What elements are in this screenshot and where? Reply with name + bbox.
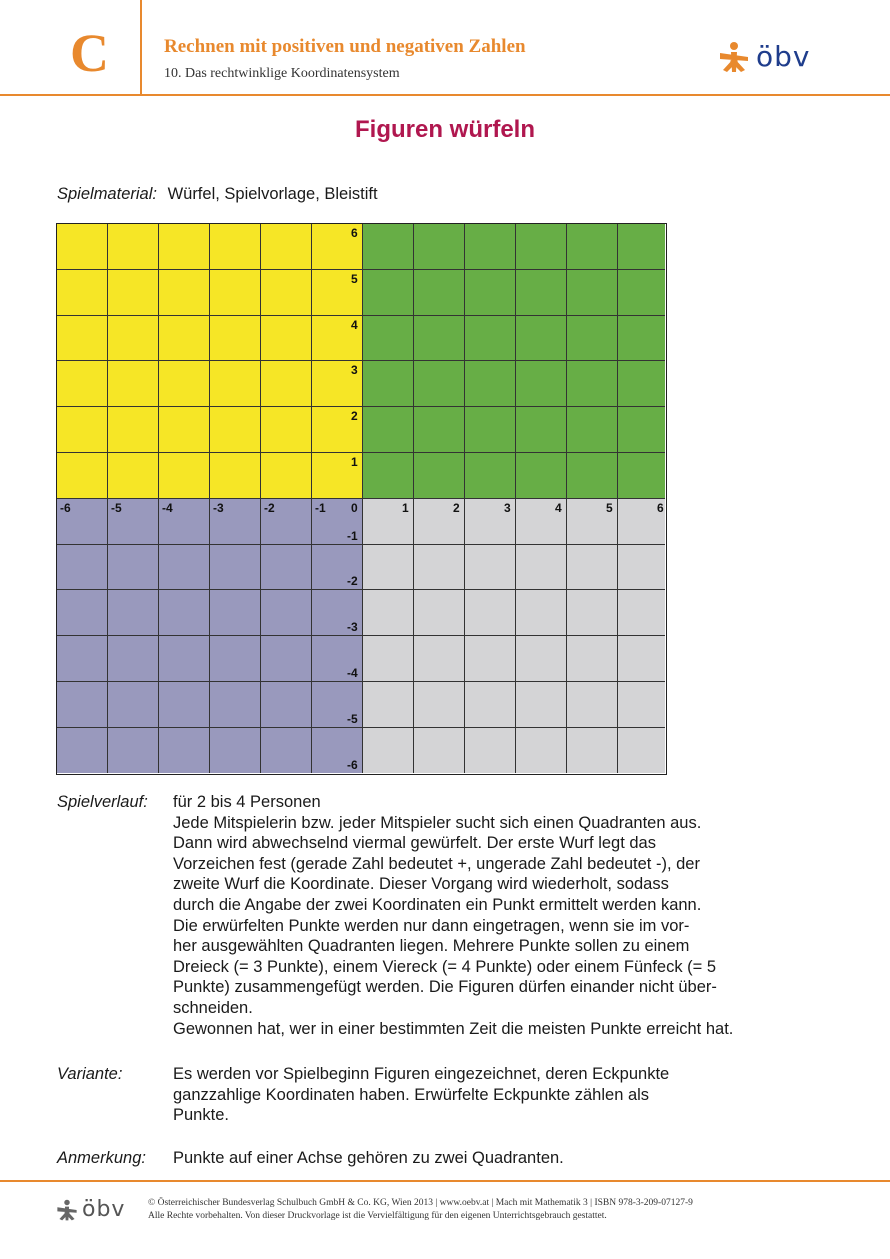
grid-cell xyxy=(159,728,210,773)
spielverlauf-line: her ausgewählten Quadranten liegen. Mehrere Punkte sollen zu einem xyxy=(173,937,690,956)
y-axis-label: 6 xyxy=(351,226,358,240)
grid-cell xyxy=(108,270,159,316)
grid-cell xyxy=(414,453,465,499)
grid-cell xyxy=(618,316,665,362)
grid-cell xyxy=(567,407,618,453)
anmerkung-label-row xyxy=(57,1148,146,1169)
x-axis-label: 5 xyxy=(606,500,613,515)
y-axis-label: 5 xyxy=(351,271,358,286)
spielverlauf-line: Die erwürfelten Punkte werden nur dann eingetragen, wenn sie im vor- xyxy=(173,916,690,935)
grid-cell xyxy=(363,545,414,591)
grid-cell xyxy=(465,270,516,316)
grid-cell xyxy=(363,728,414,773)
grid-cell xyxy=(414,636,465,682)
grid-cell xyxy=(261,224,312,270)
grid-cell xyxy=(465,590,516,636)
header-subtitle: 10. Das rechtwinklige Koordinatensystem xyxy=(164,66,400,81)
x-axis-label: -2 xyxy=(264,500,275,515)
grid-cell xyxy=(414,545,465,591)
spielverlauf-line: Dann wird abwechselnd viermal gewürfelt. Der erste Wurf legt das xyxy=(173,834,656,853)
grid-cell xyxy=(465,361,516,407)
grid-cell xyxy=(618,224,665,270)
material-label: Spielmaterial: xyxy=(57,185,157,203)
grid-cell xyxy=(363,270,414,316)
grid-cell xyxy=(516,590,567,636)
grid-cell xyxy=(108,590,159,636)
grid-cell xyxy=(108,316,159,362)
y-axis-label: -4 xyxy=(347,666,358,680)
grid-cell xyxy=(210,407,261,453)
y-axis-label: -2 xyxy=(347,574,358,589)
grid-cell xyxy=(414,316,465,362)
grid-cell xyxy=(159,545,210,591)
anmerkung-label: Anmerkung: xyxy=(57,1149,146,1167)
grid-cell xyxy=(108,453,159,499)
grid-cell xyxy=(159,270,210,316)
grid-cell xyxy=(618,545,665,591)
grid-cell xyxy=(567,636,618,682)
y-axis-label: -6 xyxy=(347,757,358,772)
footer-rule xyxy=(0,1180,890,1182)
header-rule xyxy=(0,94,890,96)
grid-cell xyxy=(57,407,108,453)
grid-cell xyxy=(567,682,618,728)
grid-cell xyxy=(516,270,567,316)
grid-cell xyxy=(210,361,261,407)
grid-cell xyxy=(261,316,312,362)
grid-cell xyxy=(159,224,210,270)
x-axis-label: -4 xyxy=(162,500,173,515)
grid-cell xyxy=(567,361,618,407)
grid-cell xyxy=(57,636,108,682)
grid-cell xyxy=(159,636,210,682)
star-figure-icon xyxy=(56,1199,78,1221)
grid-cell xyxy=(567,316,618,362)
x-axis-label: 6 xyxy=(657,500,664,515)
footer-copyright: © Österreichischer Bundesverlag Schulbuch GmbH & Co. KG, Wien 2013 | www.oebv.at | Mach mit Mathematik 3 | ISBN 978-3-209-07127-9 xyxy=(148,1198,693,1208)
grid-cell xyxy=(261,361,312,407)
grid-cell xyxy=(465,453,516,499)
spielverlauf-line: zweite Wurf die Koordinate. Dieser Vorgang wird wiederholt, sodass xyxy=(173,875,669,894)
grid-cell xyxy=(159,590,210,636)
grid-cell xyxy=(261,270,312,316)
logo-text: öbv xyxy=(756,40,811,73)
grid-cell xyxy=(108,407,159,453)
y-axis-label: -3 xyxy=(347,620,358,635)
material-row xyxy=(57,184,378,205)
grid-cell xyxy=(567,545,618,591)
spielverlauf-label: Spielverlauf: xyxy=(57,793,148,811)
variante-line: Punkte. xyxy=(173,1106,229,1125)
star-figure-icon xyxy=(718,41,750,73)
grid-cell xyxy=(363,407,414,453)
grid-cell xyxy=(516,361,567,407)
grid-cell xyxy=(567,224,618,270)
grid-cell xyxy=(261,453,312,499)
grid-cell xyxy=(108,682,159,728)
grid-cell xyxy=(516,728,567,773)
x-axis-label: 3 xyxy=(504,500,511,515)
footer-rights: Alle Rechte vorbehalten. Von dieser Druckvorlage ist die Vervielfältigung für den eigenen Unterrichtsgebrauch gestattet. xyxy=(148,1211,607,1221)
footer-logo-text: öbv xyxy=(82,1197,126,1222)
grid-cell xyxy=(363,224,414,270)
x-axis-label: -1 xyxy=(315,500,326,515)
variante-label: Variante: xyxy=(57,1065,123,1083)
grid-cell xyxy=(159,453,210,499)
grid-cell xyxy=(261,407,312,453)
grid-cell xyxy=(618,682,665,728)
x-axis-label: 4 xyxy=(555,500,562,515)
grid-cell xyxy=(210,316,261,362)
spielverlauf-label-row xyxy=(57,792,148,813)
grid-cell xyxy=(57,682,108,728)
header-divider xyxy=(140,0,142,95)
grid-cell xyxy=(159,407,210,453)
grid-cell xyxy=(57,270,108,316)
grid-cell xyxy=(567,270,618,316)
x-axis-label: 2 xyxy=(453,500,460,515)
grid-cell xyxy=(261,728,312,773)
grid-cell xyxy=(210,590,261,636)
spielverlauf-line: Jede Mitspielerin bzw. jeder Mitspieler sucht sich einen Quadranten aus. xyxy=(173,813,702,832)
grid-cell xyxy=(210,545,261,591)
grid-cell xyxy=(465,545,516,591)
grid-cell xyxy=(414,270,465,316)
grid-cell xyxy=(261,545,312,591)
grid-cell xyxy=(159,682,210,728)
grid-cell xyxy=(363,316,414,362)
grid-cell xyxy=(57,590,108,636)
grid-cell xyxy=(57,453,108,499)
grid-cell xyxy=(261,590,312,636)
grid-cell xyxy=(363,682,414,728)
grid-cell xyxy=(159,316,210,362)
chapter-letter: C xyxy=(70,23,109,83)
spielverlauf-line: durch die Angabe der zwei Koordinaten ein Punkt ermittelt werden kann. xyxy=(173,895,702,914)
grid-cell xyxy=(465,636,516,682)
grid-cell xyxy=(516,682,567,728)
variante-line: Es werden vor Spielbeginn Figuren eingezeichnet, deren Eckpunkte xyxy=(173,1065,670,1083)
grid-cell xyxy=(57,728,108,773)
y-axis-label: 3 xyxy=(351,363,358,378)
x-axis-label: -5 xyxy=(111,500,122,515)
grid-cell xyxy=(465,224,516,270)
grid-cell xyxy=(108,224,159,270)
grid-cell xyxy=(57,545,108,591)
page-title: Figuren würfeln xyxy=(355,116,535,143)
spielverlauf-line: Dreieck (= 3 Punkte), einem Viereck (= 4 Punkte) oder einem Fünfeck (= 5 xyxy=(173,957,717,976)
grid-cell xyxy=(414,407,465,453)
grid-cell xyxy=(516,453,567,499)
grid-cell xyxy=(57,316,108,362)
y-axis-label: 1 xyxy=(351,455,358,469)
grid-cell xyxy=(363,361,414,407)
spielverlauf-text xyxy=(173,792,773,1039)
header-title: Rechnen mit positiven und negativen Zahlen xyxy=(164,36,526,57)
grid-cell xyxy=(363,636,414,682)
grid-cell xyxy=(414,224,465,270)
anmerkung-text: Punkte auf einer Achse gehören zu zwei Quadranten. xyxy=(173,1149,564,1167)
spielverlauf-line: Gewonnen hat, wer in einer bestimmten Zeit die meisten Punkte erreicht hat. xyxy=(173,1019,734,1038)
grid-cell xyxy=(159,361,210,407)
grid-cell xyxy=(108,728,159,773)
x-axis-label: 1 xyxy=(402,500,409,515)
grid-cell xyxy=(108,361,159,407)
material-text: Würfel, Spielvorlage, Bleistift xyxy=(167,185,378,203)
x-axis-label: -3 xyxy=(213,500,224,515)
grid-cell xyxy=(414,682,465,728)
y-axis-label: 4 xyxy=(351,317,358,332)
grid-cell xyxy=(414,728,465,773)
variante-label-row xyxy=(57,1064,122,1085)
grid-cell xyxy=(210,224,261,270)
grid-cell xyxy=(567,728,618,773)
x-axis-label: 0 xyxy=(351,500,358,515)
spielverlauf-line: schneiden. xyxy=(173,998,253,1017)
grid-cell xyxy=(210,728,261,773)
grid-cell xyxy=(210,453,261,499)
y-axis-label: -5 xyxy=(347,711,358,726)
grid-cell xyxy=(414,361,465,407)
grid-cell xyxy=(516,224,567,270)
grid-cell xyxy=(363,453,414,499)
x-axis-label: -6 xyxy=(60,500,71,515)
grid-cell xyxy=(465,316,516,362)
grid-cell xyxy=(57,361,108,407)
grid-cell xyxy=(618,453,665,499)
grid-cell xyxy=(618,590,665,636)
grid-cell xyxy=(618,361,665,407)
coordinate-grid xyxy=(56,223,667,775)
grid-cell xyxy=(465,682,516,728)
grid-cell xyxy=(465,728,516,773)
spielverlauf-line: Vorzeichen fest (gerade Zahl bedeutet +, ungerade Zahl bedeutet -), der xyxy=(173,854,700,873)
footer-logo xyxy=(56,1197,125,1222)
spielverlauf-line: Punkte) zusammengefügt werden. Die Figuren dürfen einander nicht über- xyxy=(173,978,717,997)
grid-cell xyxy=(618,728,665,773)
grid-cell xyxy=(516,407,567,453)
grid-cell xyxy=(261,636,312,682)
grid-cell xyxy=(516,636,567,682)
grid-cell xyxy=(414,590,465,636)
grid-cell xyxy=(516,545,567,591)
grid-cell xyxy=(516,316,567,362)
y-axis-label: 2 xyxy=(351,409,358,424)
grid-cell xyxy=(57,224,108,270)
grid-cell xyxy=(618,407,665,453)
grid-cell xyxy=(210,682,261,728)
grid-cell xyxy=(210,270,261,316)
grid-cell xyxy=(567,590,618,636)
y-axis-label: -1 xyxy=(347,528,358,543)
grid-cell xyxy=(618,636,665,682)
grid-cell xyxy=(363,590,414,636)
variante-text xyxy=(173,1064,773,1126)
grid-cell xyxy=(618,270,665,316)
grid-cell xyxy=(465,407,516,453)
grid-cell xyxy=(108,636,159,682)
grid-cell xyxy=(210,636,261,682)
grid-cell xyxy=(567,453,618,499)
publisher-logo xyxy=(718,40,810,73)
variante-line: ganzzahlige Koordinaten haben. Erwürfelte Eckpunkte zählen als xyxy=(173,1085,650,1104)
grid-cell xyxy=(108,545,159,591)
grid-cell xyxy=(261,682,312,728)
spielverlauf-line: für 2 bis 4 Personen xyxy=(173,793,321,811)
